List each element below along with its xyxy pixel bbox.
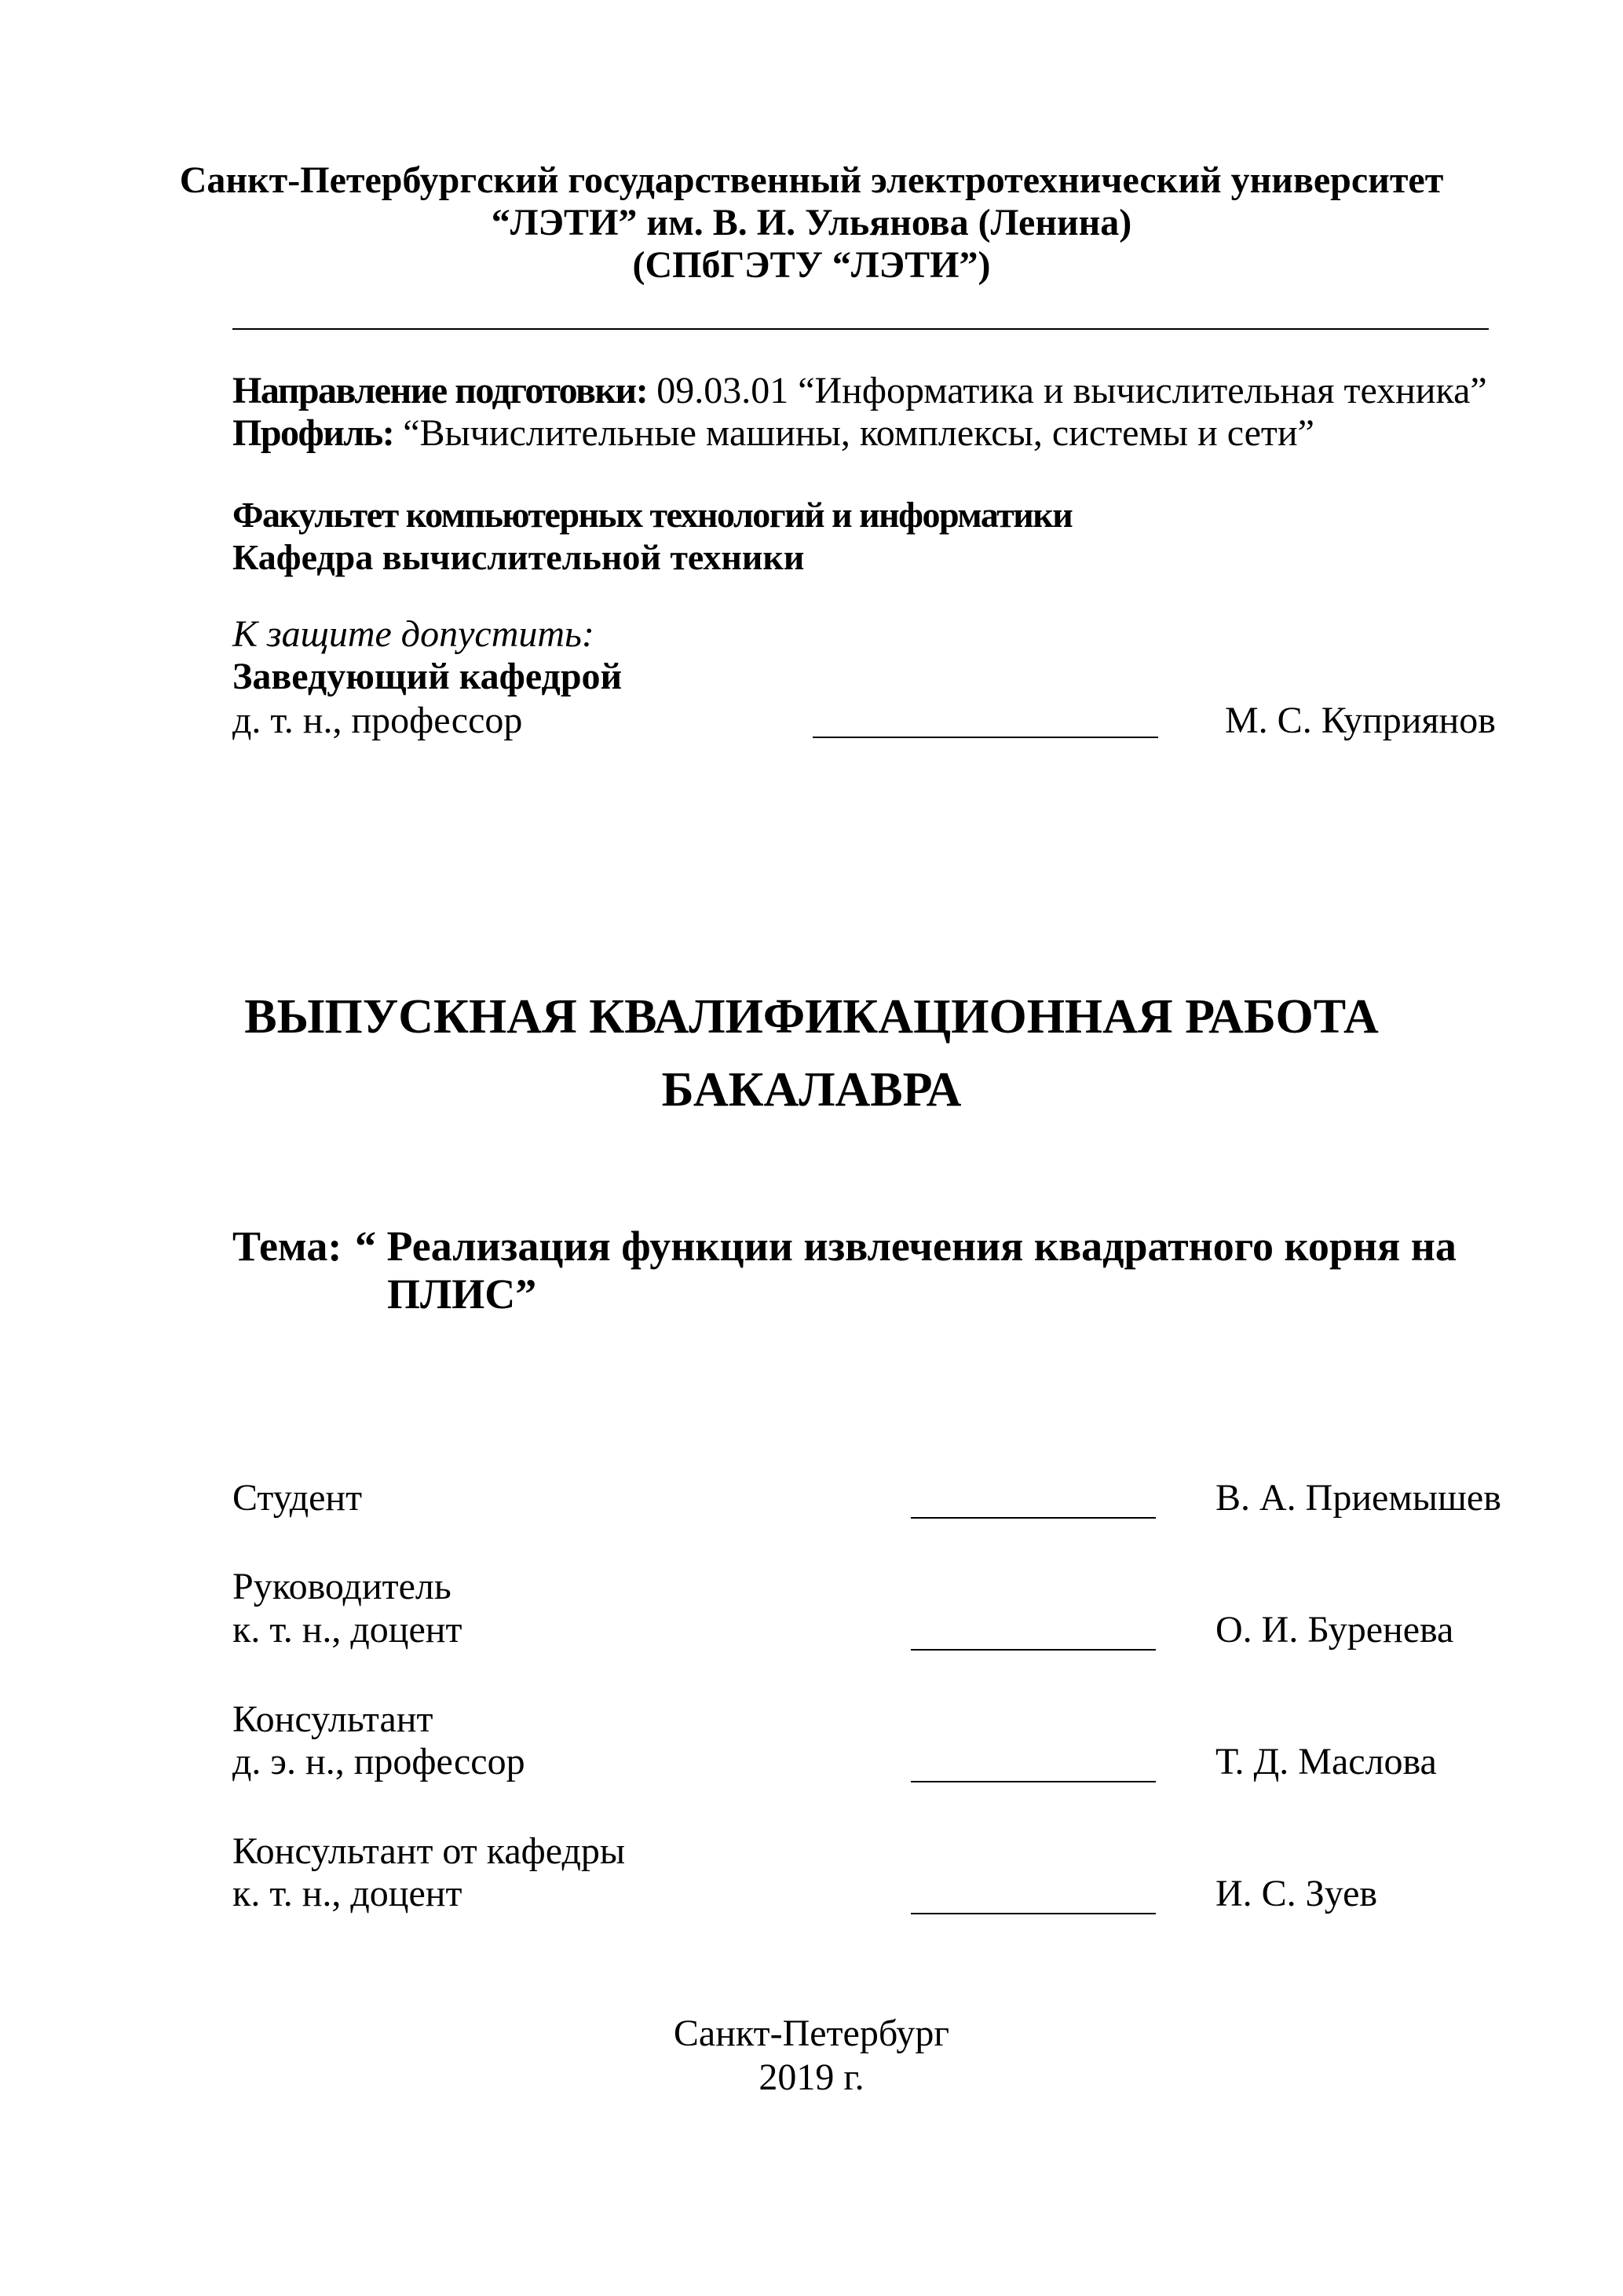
head-name: М. С. Куприянов [1225, 700, 1496, 741]
consultant-signature-line [911, 1781, 1156, 1782]
dept-consultant-degree: к. т. н., доцент [232, 1873, 462, 1914]
direction-line [232, 369, 1487, 413]
student-signature-line [911, 1517, 1156, 1519]
profile-line [232, 411, 1314, 455]
admit-text: К защите допустить: [232, 613, 594, 655]
head-degree: д. т. н., профессор [232, 700, 523, 741]
consultant-role: Консультант [232, 1698, 433, 1740]
direction-label: Направление подготовки: [232, 370, 648, 411]
work-title-line2: БАКАЛАВРА [661, 1063, 962, 1117]
dept-consultant-role: Консультант от кафедры [232, 1830, 626, 1872]
header-divider [232, 328, 1489, 330]
topic-label: Тема: [232, 1223, 342, 1270]
faculty-name: Факультет компьютерных технологий и информатики [232, 495, 1073, 535]
profile-label: Профиль: [232, 412, 394, 454]
consultant-degree: д. э. н., профессор [232, 1741, 525, 1782]
profile-value: “Вычислительные машины, комплексы, системы и сети” [393, 412, 1314, 454]
topic-line2: ПЛИС” [387, 1270, 537, 1318]
consultant-name: Т. Д. Маслова [1215, 1741, 1437, 1782]
student-name: В. А. Приемышев [1215, 1477, 1501, 1519]
university-abbreviation: (СПбГЭТУ “ЛЭТИ”) [632, 244, 991, 286]
supervisor-signature-line [911, 1649, 1156, 1651]
topic-line1: “ Реализация функции извлечения квадратного корня на [355, 1223, 1457, 1270]
dept-consultant-name: И. С. Зуев [1215, 1873, 1378, 1914]
supervisor-degree: к. т. н., доцент [232, 1609, 462, 1651]
dept-consultant-signature-line [911, 1913, 1156, 1914]
university-short-name: “ЛЭТИ” им. В. И. Ульянова (Ленина) [491, 202, 1132, 243]
head-title: Заведующий кафедрой [232, 656, 623, 697]
head-signature-line [813, 737, 1158, 738]
university-name: Санкт-Петербургский государственный электротехнический университет [179, 159, 1444, 201]
direction-value: 09.03.01 “Информатика и вычислительная техника” [647, 370, 1487, 411]
supervisor-role: Руководитель [232, 1566, 451, 1607]
work-title-line1: ВЫПУСКНАЯ КВАЛИФИКАЦИОННАЯ РАБОТА [244, 990, 1379, 1044]
supervisor-name: О. И. Буренева [1215, 1609, 1454, 1651]
department-name: Кафедра вычислительной техники [232, 537, 805, 577]
city: Санкт-Петербург [673, 2013, 950, 2054]
student-role: Студент [232, 1477, 363, 1519]
year: 2019 г. [758, 2057, 865, 2098]
